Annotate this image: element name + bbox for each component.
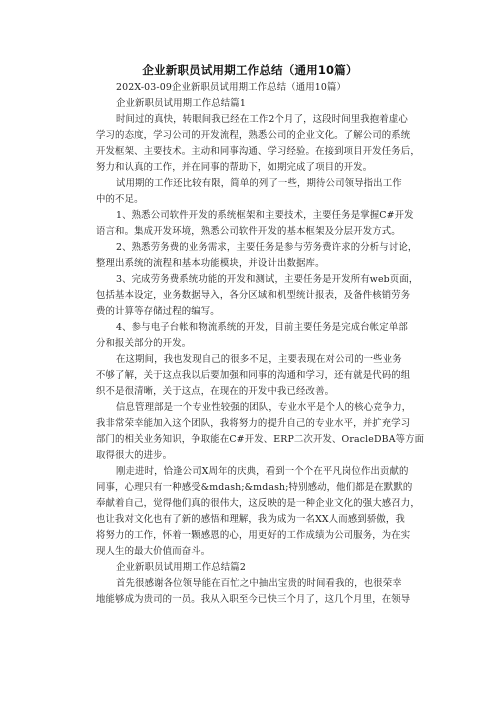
text-line: 202X-03-09企业新职员试用期工作总结（通用10篇） (116, 82, 347, 93)
text-line: 奉献着自己，觉得他们真的很伟大，这反映的是一种企业文化的强大感召力， (96, 498, 420, 509)
text-line: 刚走进时，恰逢公司X周年的庆典，看到一个个在平凡岗位作出贡献的 (116, 466, 409, 477)
text-line: 1、熟悉公司软件开发的系统框架和主要技术，主要任务是掌握C#开发 (116, 210, 414, 221)
document-title: 企业新职员试用期工作总结（通用10篇） (142, 63, 358, 77)
text-line: 现人生的最大价值而奋斗。 (96, 546, 211, 557)
text-line: 中的不足。 (96, 194, 144, 205)
text-line: 3、完成劳务费系统功能的开发和测试，主要任务是开发所有web页面， (116, 274, 419, 285)
text-line: 试用期的工作还比较有限，简单的列了一些，期待公司领导指出工作 (116, 178, 402, 189)
text-line: 企业新职员试用期工作总结篇1 (116, 98, 246, 109)
text-line: 信息管理部是一个专业性较强的团队，专业水平是个人的核心竞争力， (116, 402, 412, 413)
text-line: 企业新职员试用期工作总结篇2 (116, 562, 246, 573)
text-line: 整理出系统的流程和基本功能模块，并设计出数据库。 (96, 258, 325, 269)
text-line: 2、熟悉劳务费的业务需求，主要任务是参与劳务费许求的分析与讨论， (116, 242, 418, 253)
text-line: 部门的相关业务知识，争取能在C#开发、ERP二次开发、OracleDBA等方面 (96, 434, 425, 445)
text-line: 首先很感谢各位领导能在百忙之中抽出宝贵的时间看我的，也很荣幸 (116, 578, 402, 589)
text-line: 在这期间，我也发现自己的很多不足，主要表现在对公司的一些业务 (116, 354, 402, 365)
text-line: 分和报关部分的开发。 (96, 338, 192, 349)
text-line: 也让我对文化也有了新的感悟和理解，我为成为一名XX人而感到骄傲，我 (96, 514, 405, 525)
text-line: 织不是很清晰，关于这点，在现在的开发中我已经改善。 (96, 386, 335, 397)
text-line: 将努力的工作，怀着一颗感恩的心，用更好的工作成绩为公司服务，为在实 (96, 530, 411, 541)
text-line: 费的计算等存储过程的编写。 (96, 306, 220, 317)
text-line: 同事，心理只有一种感受&mdash;&mdash;特别感动，他们都是在默默的 (96, 482, 413, 493)
document-body (96, 80, 425, 608)
text-line: 学习的态度，学习公司的开发流程，熟悉公司的企业文化。了解公司的系统 (96, 130, 411, 141)
text-line: 取得很大的进步。 (96, 450, 173, 461)
text-line: 开发框架、主要技术。主动和同事沟通、学习经验。在接到项目开发任务后， (96, 146, 420, 157)
text-line: 时间过的真快，转眼间我已经在工作2个月了，这段时间里我抱着虚心 (116, 114, 408, 125)
text-line: 包括基本设定，业务数据导入，各分区域和机型统计报表，及备件核销劳务 (96, 290, 411, 301)
text-line: 4、参与电子台帐和物流系统的开发，目前主要任务是完成台帐定单部 (116, 322, 408, 333)
text-line: 不够了解，关于这点我以后要加强和同事的沟通和学习，还有就是代码的组 (96, 370, 411, 381)
text-line: 我非常荣幸能加入这个团队，我将努力的提升自己的专业水平，并扩充学习 (96, 418, 411, 429)
text-line: 地能够成为贵司的一员。我从入职至今已快三个月了，这几个月里，在领导 (96, 594, 411, 605)
text-line: 语言和。集成开发环境，熟悉公司软件开发的基本框架及分层开发方式。 (96, 226, 401, 237)
text-line: 努力和认真的工作，并在同事的帮助下，如期完成了项目的开发。 (96, 162, 373, 173)
